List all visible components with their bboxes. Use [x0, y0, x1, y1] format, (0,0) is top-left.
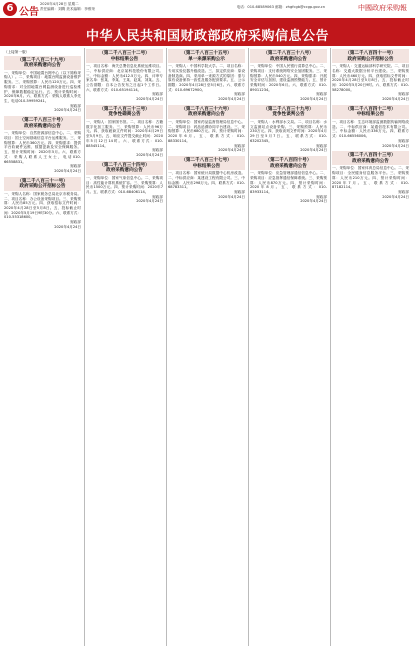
announcement-number: （第二千八百三十九号）: [263, 106, 314, 112]
announcement-number: （第二千八百四十三号）: [345, 153, 396, 159]
announcement: [332, 151, 409, 199]
page-number-badge: 6: [3, 2, 17, 16]
announcement-date: 2020年4月24日: [300, 97, 327, 102]
announcement-header: [168, 105, 245, 119]
announcement-header: [86, 105, 163, 119]
announcement: [4, 56, 81, 114]
announcement-body: 一、采购人：中国科学院大学。二、项目名称：专用实验仪器升级改造。三、拟定供应商：原设备制造商。四、采用单一来源方式的原因：需与原有设备保持一致性及服务配套要求。五、公示期限：2020年4月28日至5月6日。六、联系方式：010-69672900。: [168, 64, 245, 92]
announcement-date: 2020年4月24日: [54, 108, 81, 113]
announcement-date: 2020年4月24日: [218, 97, 245, 102]
announcement-signature: 财政部: [152, 194, 163, 199]
announcement-number: （第二千八百四十一号）: [345, 51, 396, 56]
announcement-date: 2020年4月24日: [136, 97, 163, 102]
announcement-title: 中标结果公告: [356, 112, 385, 118]
continued-note: （上接第一版）: [4, 50, 30, 54]
announcement-signature: 财政部: [398, 92, 409, 97]
announcement-title: 中标结果公告: [110, 56, 139, 62]
announcement-title: 单一来源采购公示: [188, 56, 225, 62]
announcement-date: 2020年4月24日: [54, 224, 81, 229]
announcement: [332, 105, 409, 148]
announcement-date: 2020年4月24日: [300, 199, 327, 204]
announcement-signature: 财政部: [70, 103, 81, 108]
announcement-title: 政府采购意向公告: [106, 168, 143, 174]
announcement-signature: 财政部: [70, 164, 81, 169]
announcement-body: 一、采购单位：中国地震台网中心（以下简称采购人）。二、采购项目：地震台网监测设备维护服务。三、采购预算：人民币120万元。四、采购需求：对全国地震台网监测设备进行巡检维护，保障数据稳定运行。五、预计采购时间：2020年6月。六、联系方式：采购人联系人李先生，电话010-59959241。: [4, 70, 81, 103]
announcement-signature: 财政部: [234, 92, 245, 97]
announcement-number: （第二千八百三十二号）: [99, 51, 150, 56]
announcement-body: 一、采购人：交通运输部科学研究院。二、项目名称：交通大数据分析平台建设。三、采购预算：人民币460万元。四、获取招标文件时间：2020年4月28日至5月8日。五、投标截止时间：2020年5月20日9时。六、联系方式：010-58278000。: [332, 64, 409, 92]
column-divider: [248, 48, 249, 646]
announcement-signature: 财政部: [234, 143, 245, 148]
announcement: [86, 49, 163, 102]
announcement-header: [250, 105, 327, 119]
column-divider: [330, 48, 331, 646]
announcement: [86, 105, 163, 158]
announcement-title: 政府采购意向公告: [24, 63, 61, 69]
announcement-number: （第二千八百三十七号）: [181, 157, 232, 163]
announcement-date: 2020年4月24日: [382, 97, 409, 102]
announcement-signature: 财政部: [234, 189, 245, 194]
announcement: [168, 105, 245, 153]
announcement-signature: 财政部: [398, 138, 409, 143]
announcement-header: [332, 49, 409, 63]
announcement: [168, 49, 245, 102]
announcement-body: 一、采购单位：应急管理部通信信息中心。二、采购项目：应急指挥通信保障系统。三、采购预算：人民币870万元。四、预计采购时间：2020年8月。五、联系方式：010-83933114。: [250, 171, 327, 194]
announcement-body: 一、采购人：国家图书馆。二、项目名称：古籍数字化加工服务。三、采购预算：人民币96万元。四、获取磋商文件时间：2020年4月29日至5月9日。五、响应文件提交截止时间：2020年5月12日14时。六、联系方式：010-88545114。: [86, 120, 163, 148]
announcement-body: 一、项目名称：生态环境部监测数据传输网络改造。二、中标供应商：某通信技术有限公司。三、中标金额：人民币336万元。四、联系方式：010-66556006。: [332, 120, 409, 139]
announcement-title: 中标结果公告: [192, 163, 221, 169]
column-divider: [84, 48, 85, 646]
announcement-date: 2020年4月24日: [218, 148, 245, 153]
page-title: 中华人民共和国财政部政府采购信息公告: [85, 29, 329, 44]
announcement-signature: 财政部: [398, 189, 409, 194]
announcement-number: （第二千八百三十四号）: [99, 162, 150, 168]
announcement: [250, 105, 327, 153]
announcement-header: [86, 161, 163, 175]
announcement: [168, 156, 245, 199]
section-label: 公告: [19, 7, 39, 18]
announcement: [332, 49, 409, 102]
announcement-date: 2020年4月24日: [136, 152, 163, 157]
announcement-title: 竞争性磋商公告: [108, 112, 141, 118]
announcement-header: [4, 116, 81, 130]
announcement: [4, 177, 81, 230]
announcement-signature: 财政部: [70, 220, 81, 225]
announcement-date: 2020年4月24日: [218, 194, 245, 199]
announcement-body: 一、采购人名称：国家税务总局北京市税务局。二、项目名称：办公设备采购项目。三、采购预算：人民币85万元。四、获取招标文件时间：2020年4月28日至5月8日。五、投标截止时间：2020年5月19日9时30分。六、联系方式：010-55318600。: [4, 191, 81, 220]
announcement-header: [332, 105, 409, 119]
page-header: [0, 0, 415, 18]
column-4: [250, 48, 327, 646]
announcement-body: 一、采购人：水利部水文局。二、项目名称：水文监测站点设备采购。三、采购预算：人民币230万元。四、获取谈判文件时间：2020年4月29日至5月7日。五、联系方式：010-63202345。: [250, 120, 327, 143]
announcement-number: （第二千八百三十一号）: [17, 178, 68, 184]
announcement-date: 2020年4月24日: [54, 168, 81, 173]
announcement-number: （第二千八百三十号）: [19, 118, 66, 124]
announcement-title: 竞争性谈判公告: [272, 112, 305, 118]
announcement-body: 一、采购单位：国家气象信息中心。二、采购项目：高性能计算机系统扩容。三、采购预算：人民币1500万元。四、预计采购时间：2020年7月。五、联系方式：010-68406114。: [86, 175, 163, 194]
column-divider: [166, 48, 167, 646]
announcement-title: 政府采购意向公告: [352, 158, 389, 164]
announcement: [250, 49, 327, 102]
announcement-body: 一、采购单位：国家药品监督管理局信息中心。二、采购项目：药品追溯协同平台建设。三、采购预算：人民币680万元。四、预计采购时间：2020年6月。五、联系方式：010-88330114。: [168, 120, 245, 143]
announcement-signature: 财政部: [316, 143, 327, 148]
announcement-date: 2020年4月24日: [136, 199, 163, 204]
announcement-body: 一、项目名称：海关总署信息化系统运维项目。二、中标供应商：北京某科技股份有限公司。三、中标金额：人民币412.5万元。四、评审专家名单：张某、李某、王某、赵某、刘某。五、公告期限：自本公告发布之日起1个工作日。六、联系方式：010-65194114。: [86, 64, 163, 92]
announcement-title: 政府采购意向公告: [24, 123, 61, 129]
announcement-date: 2020年4月24日: [300, 148, 327, 153]
header-date: 2020年4月28日 星期二: [40, 2, 79, 6]
announcement-date: 2020年4月24日: [382, 194, 409, 199]
announcement-header: [168, 49, 245, 63]
announcement-body: 一、采购单位：国家体育总局信息中心。二、采购项目：全民健身信息服务平台。三、采购预算：人民币210万元。四、预计采购时间：2020年7月。五、联系方式：010-87182114。: [332, 166, 409, 190]
announcement: [250, 156, 327, 204]
announcement-body: 一、采购单位：中国人民银行清算总中心。二、采购项目：支付系统网络安全加固服务。三、采购预算：人民币540万元。四、采购需求：开展安全评估与加固，建设监测预警能力。五、预计采购时间：2020年6月。六、联系方式：010-89011234。: [250, 64, 327, 92]
announcement-title: 政府采购意向公告: [188, 112, 225, 118]
masthead-logo: 中國政府采购報: [358, 4, 407, 12]
announcement-header: [86, 49, 163, 63]
column-1: [4, 48, 81, 646]
column-2: [86, 48, 163, 646]
announcement-header: [250, 49, 327, 63]
column-5: [332, 48, 409, 646]
announcement-header: [4, 56, 81, 70]
announcement-number: （第二千八百四十号）: [265, 157, 312, 163]
announcement-body: 一、项目名称：国家统计局数据中心机房改造。二、中标供应商：某建设工程有限公司。三、中标金额：人民币298万元。四、联系方式：010-68783311。: [168, 171, 245, 190]
announcement-signature: 财政部: [316, 194, 327, 199]
announcement-date: 2020年4月24日: [382, 143, 409, 148]
announcement: [86, 161, 163, 204]
announcement-number: （第二千八百三十六号）: [181, 106, 232, 112]
announcement-number: （第二千八百三十三号）: [99, 106, 150, 112]
announcement-title: 政府采购公开招标公告: [347, 56, 394, 62]
announcement-header: [168, 156, 245, 170]
announcement-title: 政府采购意向公告: [270, 163, 307, 169]
header-info: [40, 2, 95, 11]
announcement-number: （第二千八百三十八号）: [263, 51, 314, 56]
announcement-signature: 财政部: [152, 148, 163, 153]
announcement-signature: 财政部: [316, 92, 327, 97]
announcement-body: 一、采购单位：自然资源部信息中心。二、采购项目：国土空间基础信息平台运维服务。三、采购预算：人民币360万元。四、采购需求：提供平台软硬件运维、数据更新及安全保障服务。五、预计采购时间：2020年5月。六、联系方式：采购人联系人王女士，电话010-66558831。: [4, 131, 81, 164]
announcement-header: [4, 177, 81, 191]
header-contact: 电话：010-68589063 邮箱：zhgfcgb@ccgp.gov.cn: [236, 5, 325, 9]
announcement-header: [332, 151, 409, 165]
announcement-signature: 财政部: [152, 92, 163, 97]
announcement: [4, 116, 81, 174]
announcement-title: 政府采购公开招标公告: [19, 184, 66, 190]
announcement-number: （第二千八百三十五号）: [181, 51, 232, 56]
announcement-header: [250, 156, 327, 170]
announcement-number: （第二千八百四十二号）: [345, 106, 396, 112]
announcement-title: 政府采购意向公告: [270, 56, 307, 62]
announcement-number: （第二千八百二十九号）: [17, 57, 68, 63]
header-editors: 责任编辑：刘腾 美术编辑：李维荣: [40, 6, 96, 11]
column-3: [168, 48, 245, 646]
